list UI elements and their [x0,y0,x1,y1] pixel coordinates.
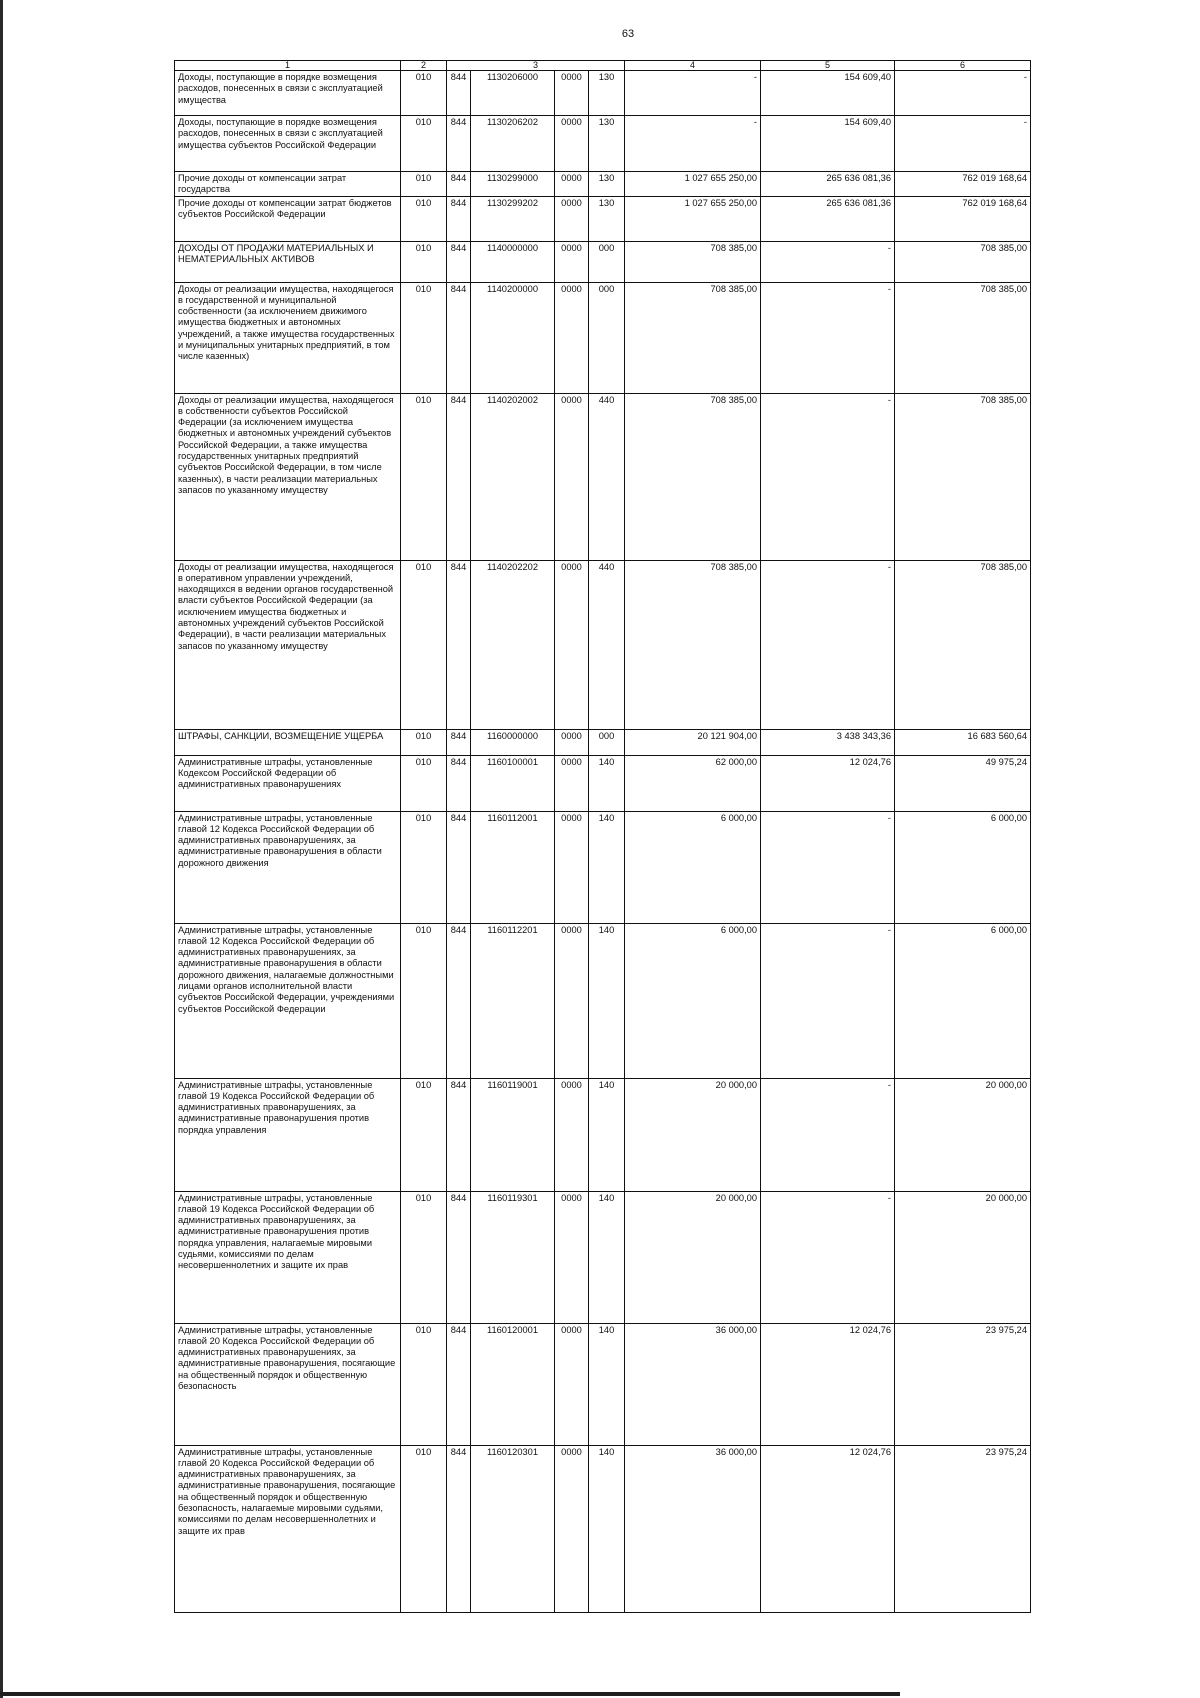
row-executed-amount: - [761,241,895,282]
row-admin-code: 844 [447,71,471,116]
row-executed-amount: - [761,393,895,560]
table-row [175,282,1031,393]
row-code: 010 [401,241,447,282]
row-approved-amount: 20 121 904,00 [625,729,761,755]
row-code: 010 [401,393,447,560]
row-unexecuted-amount: 23 975,24 [895,1445,1031,1612]
row-name: Административные штрафы, установленные главой 12 Кодекса Российской Федерации об административных правонарушениях, за административные правонарушения в области дорожного движения, налагаемые должностными лицами органов исполнительной власти субъектов Российской Федерации, учреждениями субъектов Российской Федерации [175,923,401,1078]
row-name: Административные штрафы, установленные главой 19 Кодекса Российской Федерации об административных правонарушениях, за административные правонарушения против порядка управления, налагаемые мировыми судьями, комиссиями по делам несовершеннолетних и защите их прав [175,1191,401,1323]
row-kbk-code: 1130206202 [471,116,555,172]
row-approved-amount: - [625,71,761,116]
row-unexecuted-amount: 762 019 168,64 [895,196,1031,241]
row-code: 010 [401,1191,447,1323]
row-kbk-code: 1160120001 [471,1323,555,1445]
table-row [175,560,1031,729]
row-unexecuted-amount: - [895,116,1031,172]
row-admin-code: 844 [447,560,471,729]
row-kosgu-code: 440 [589,393,625,560]
table-row [175,923,1031,1078]
row-kbk-code: 1140202002 [471,393,555,560]
row-approved-amount: 20 000,00 [625,1078,761,1191]
row-unexecuted-amount: 708 385,00 [895,560,1031,729]
row-code: 010 [401,116,447,172]
row-approved-amount: 20 000,00 [625,1191,761,1323]
row-kosgu-code: 000 [589,282,625,393]
row-executed-amount: 12 024,76 [761,1445,895,1612]
row-unexecuted-amount: 20 000,00 [895,1078,1031,1191]
row-executed-amount: 154 609,40 [761,116,895,172]
table-row [175,393,1031,560]
table-body [175,71,1031,1613]
row-admin-code: 844 [447,196,471,241]
row-admin-code: 844 [447,393,471,560]
table-row [175,729,1031,755]
row-name: Прочие доходы от компенсации затрат государства [175,172,401,197]
row-admin-code: 844 [447,1445,471,1612]
row-admin-code: 844 [447,1191,471,1323]
table-row [175,196,1031,241]
row-admin-code: 844 [447,729,471,755]
row-unexecuted-amount: - [895,71,1031,116]
table-row [175,172,1031,197]
row-kosgu-code: 140 [589,1323,625,1445]
row-code: 010 [401,755,447,811]
row-approved-amount: 708 385,00 [625,282,761,393]
row-program-code: 0000 [555,1191,589,1323]
row-name: Административные штрафы, установленные Кодексом Российской Федерации об административных правонарушениях [175,755,401,811]
row-code: 010 [401,560,447,729]
table-row [175,1078,1031,1191]
row-executed-amount: 154 609,40 [761,71,895,116]
row-kbk-code: 1130206000 [471,71,555,116]
row-program-code: 0000 [555,172,589,197]
row-kosgu-code: 000 [589,241,625,282]
row-unexecuted-amount: 6 000,00 [895,811,1031,923]
row-kosgu-code: 140 [589,1445,625,1612]
row-kosgu-code: 140 [589,923,625,1078]
row-unexecuted-amount: 49 975,24 [895,755,1031,811]
row-executed-amount: - [761,811,895,923]
row-approved-amount: 36 000,00 [625,1445,761,1612]
row-admin-code: 844 [447,116,471,172]
row-kbk-code: 1140200000 [471,282,555,393]
row-program-code: 0000 [555,71,589,116]
row-approved-amount: 6 000,00 [625,811,761,923]
row-executed-amount: 3 438 343,36 [761,729,895,755]
row-kosgu-code: 130 [589,71,625,116]
row-program-code: 0000 [555,1445,589,1612]
table-row [175,1191,1031,1323]
row-admin-code: 844 [447,172,471,197]
row-name: Доходы от реализации имущества, находящегося в оперативном управлении учреждений, находящихся в ведении органов государственной власти субъектов Российской Федерации (за исключением имущества бюджетных и автономных учреждений субъектов Российской Федерации), в части реализации материальных запасов по указанному имуществу [175,560,401,729]
row-admin-code: 844 [447,282,471,393]
row-executed-amount: 12 024,76 [761,1323,895,1445]
row-code: 010 [401,1445,447,1612]
row-program-code: 0000 [555,1078,589,1191]
row-name: Прочие доходы от компенсации затрат бюджетов субъектов Российской Федерации [175,196,401,241]
row-kbk-code: 1160119001 [471,1078,555,1191]
column-header-1: 1 [175,61,401,71]
row-unexecuted-amount: 6 000,00 [895,923,1031,1078]
row-name: Административные штрафы, установленные главой 20 Кодекса Российской Федерации об административных правонарушениях, за административные правонарушения, посягающие на общественный порядок и общественную безопасность, налагаемые мировыми судьями, комиссиями по делам несовершеннолетних и защите их прав [175,1445,401,1612]
scan-edge-left [0,0,3,1698]
row-name: Доходы от реализации имущества, находящегося в собственности субъектов Российской Федерации (за исключением имущества бюджетных и автономных учреждений субъектов Российской Федерации, а также имущества государственных унитарных предприятий субъектов Российской Федерации, в том числе казенных), в части реализации материальных запасов по указанному имуществу [175,393,401,560]
row-kosgu-code: 130 [589,116,625,172]
row-name: Административные штрафы, установленные главой 19 Кодекса Российской Федерации об административных правонарушениях, за административные правонарушения против порядка управления [175,1078,401,1191]
row-executed-amount: - [761,560,895,729]
row-approved-amount: 36 000,00 [625,1323,761,1445]
row-name: ШТРАФЫ, САНКЦИИ, ВОЗМЕЩЕНИЕ УЩЕРБА [175,729,401,755]
row-executed-amount: - [761,282,895,393]
row-program-code: 0000 [555,729,589,755]
row-admin-code: 844 [447,923,471,1078]
row-kosgu-code: 140 [589,755,625,811]
row-approved-amount: 708 385,00 [625,393,761,560]
row-unexecuted-amount: 762 019 168,64 [895,172,1031,197]
row-name: ДОХОДЫ ОТ ПРОДАЖИ МАТЕРИАЛЬНЫХ И НЕМАТЕРИАЛЬНЫХ АКТИВОВ [175,241,401,282]
row-kosgu-code: 130 [589,196,625,241]
row-code: 010 [401,71,447,116]
column-header-4: 4 [625,61,761,71]
row-name: Административные штрафы, установленные главой 12 Кодекса Российской Федерации об административных правонарушениях, за административные правонарушения в области дорожного движения [175,811,401,923]
row-kosgu-code: 140 [589,1191,625,1323]
row-kbk-code: 1160112201 [471,923,555,1078]
column-header-5: 5 [761,61,895,71]
row-kbk-code: 1140202202 [471,560,555,729]
row-name: Доходы, поступающие в порядке возмещения расходов, понесенных в связи с эксплуатацией имущества [175,71,401,116]
row-code: 010 [401,729,447,755]
row-unexecuted-amount: 23 975,24 [895,1323,1031,1445]
row-program-code: 0000 [555,241,589,282]
row-kbk-code: 1130299202 [471,196,555,241]
row-program-code: 0000 [555,282,589,393]
row-executed-amount: 12 024,76 [761,755,895,811]
row-admin-code: 844 [447,1078,471,1191]
row-executed-amount: 265 636 081,36 [761,196,895,241]
revenue-table [174,60,1031,1613]
row-admin-code: 844 [447,755,471,811]
row-kbk-code: 1160112001 [471,811,555,923]
row-kbk-code: 1160120301 [471,1445,555,1612]
row-executed-amount: - [761,1078,895,1191]
row-unexecuted-amount: 20 000,00 [895,1191,1031,1323]
column-header-6: 6 [895,61,1031,71]
row-kosgu-code: 140 [589,1078,625,1191]
row-name: Доходы, поступающие в порядке возмещения расходов, понесенных в связи с эксплуатацией имущества субъектов Российской Федерации [175,116,401,172]
column-header-3: 3 [447,61,625,71]
row-approved-amount: 1 027 655 250,00 [625,172,761,197]
row-unexecuted-amount: 708 385,00 [895,282,1031,393]
row-code: 010 [401,811,447,923]
row-executed-amount: - [761,923,895,1078]
column-number-row [175,61,1031,71]
row-program-code: 0000 [555,755,589,811]
row-approved-amount: 1 027 655 250,00 [625,196,761,241]
scan-edge-bottom [0,1692,900,1696]
row-name: Административные штрафы, установленные главой 20 Кодекса Российской Федерации об административных правонарушениях, за административные правонарушения, посягающие на общественный порядок и общественную безопасность [175,1323,401,1445]
page-number: 63 [621,28,635,40]
row-kbk-code: 1140000000 [471,241,555,282]
row-admin-code: 844 [447,241,471,282]
row-kosgu-code: 000 [589,729,625,755]
row-approved-amount: 62 000,00 [625,755,761,811]
row-program-code: 0000 [555,1323,589,1445]
table-row [175,1445,1031,1612]
row-admin-code: 844 [447,811,471,923]
row-program-code: 0000 [555,393,589,560]
table-row [175,71,1031,116]
row-program-code: 0000 [555,116,589,172]
table-row [175,116,1031,172]
row-unexecuted-amount: 708 385,00 [895,241,1031,282]
row-kbk-code: 1160000000 [471,729,555,755]
row-kosgu-code: 140 [589,811,625,923]
row-approved-amount: 6 000,00 [625,923,761,1078]
row-kbk-code: 1160119301 [471,1191,555,1323]
row-code: 010 [401,1323,447,1445]
row-kbk-code: 1160100001 [471,755,555,811]
table-row [175,811,1031,923]
row-kosgu-code: 440 [589,560,625,729]
row-kbk-code: 1130299000 [471,172,555,197]
row-name: Доходы от реализации имущества, находящегося в государственной и муниципальной собственности (за исключением движимого имущества бюджетных и автономных учреждений, а также имущества государственных и муниципальных унитарных предприятий, в том числе казенных) [175,282,401,393]
row-program-code: 0000 [555,811,589,923]
table-row [175,241,1031,282]
table-row [175,755,1031,811]
row-approved-amount: 708 385,00 [625,241,761,282]
row-code: 010 [401,282,447,393]
table-row [175,1323,1031,1445]
row-code: 010 [401,196,447,241]
column-header-2: 2 [401,61,447,71]
row-code: 010 [401,1078,447,1191]
row-approved-amount: - [625,116,761,172]
row-program-code: 0000 [555,196,589,241]
row-program-code: 0000 [555,560,589,729]
row-approved-amount: 708 385,00 [625,560,761,729]
row-unexecuted-amount: 16 683 560,64 [895,729,1031,755]
row-program-code: 0000 [555,923,589,1078]
row-code: 010 [401,172,447,197]
row-unexecuted-amount: 708 385,00 [895,393,1031,560]
row-admin-code: 844 [447,1323,471,1445]
row-executed-amount: - [761,1191,895,1323]
row-executed-amount: 265 636 081,36 [761,172,895,197]
row-code: 010 [401,923,447,1078]
row-kosgu-code: 130 [589,172,625,197]
